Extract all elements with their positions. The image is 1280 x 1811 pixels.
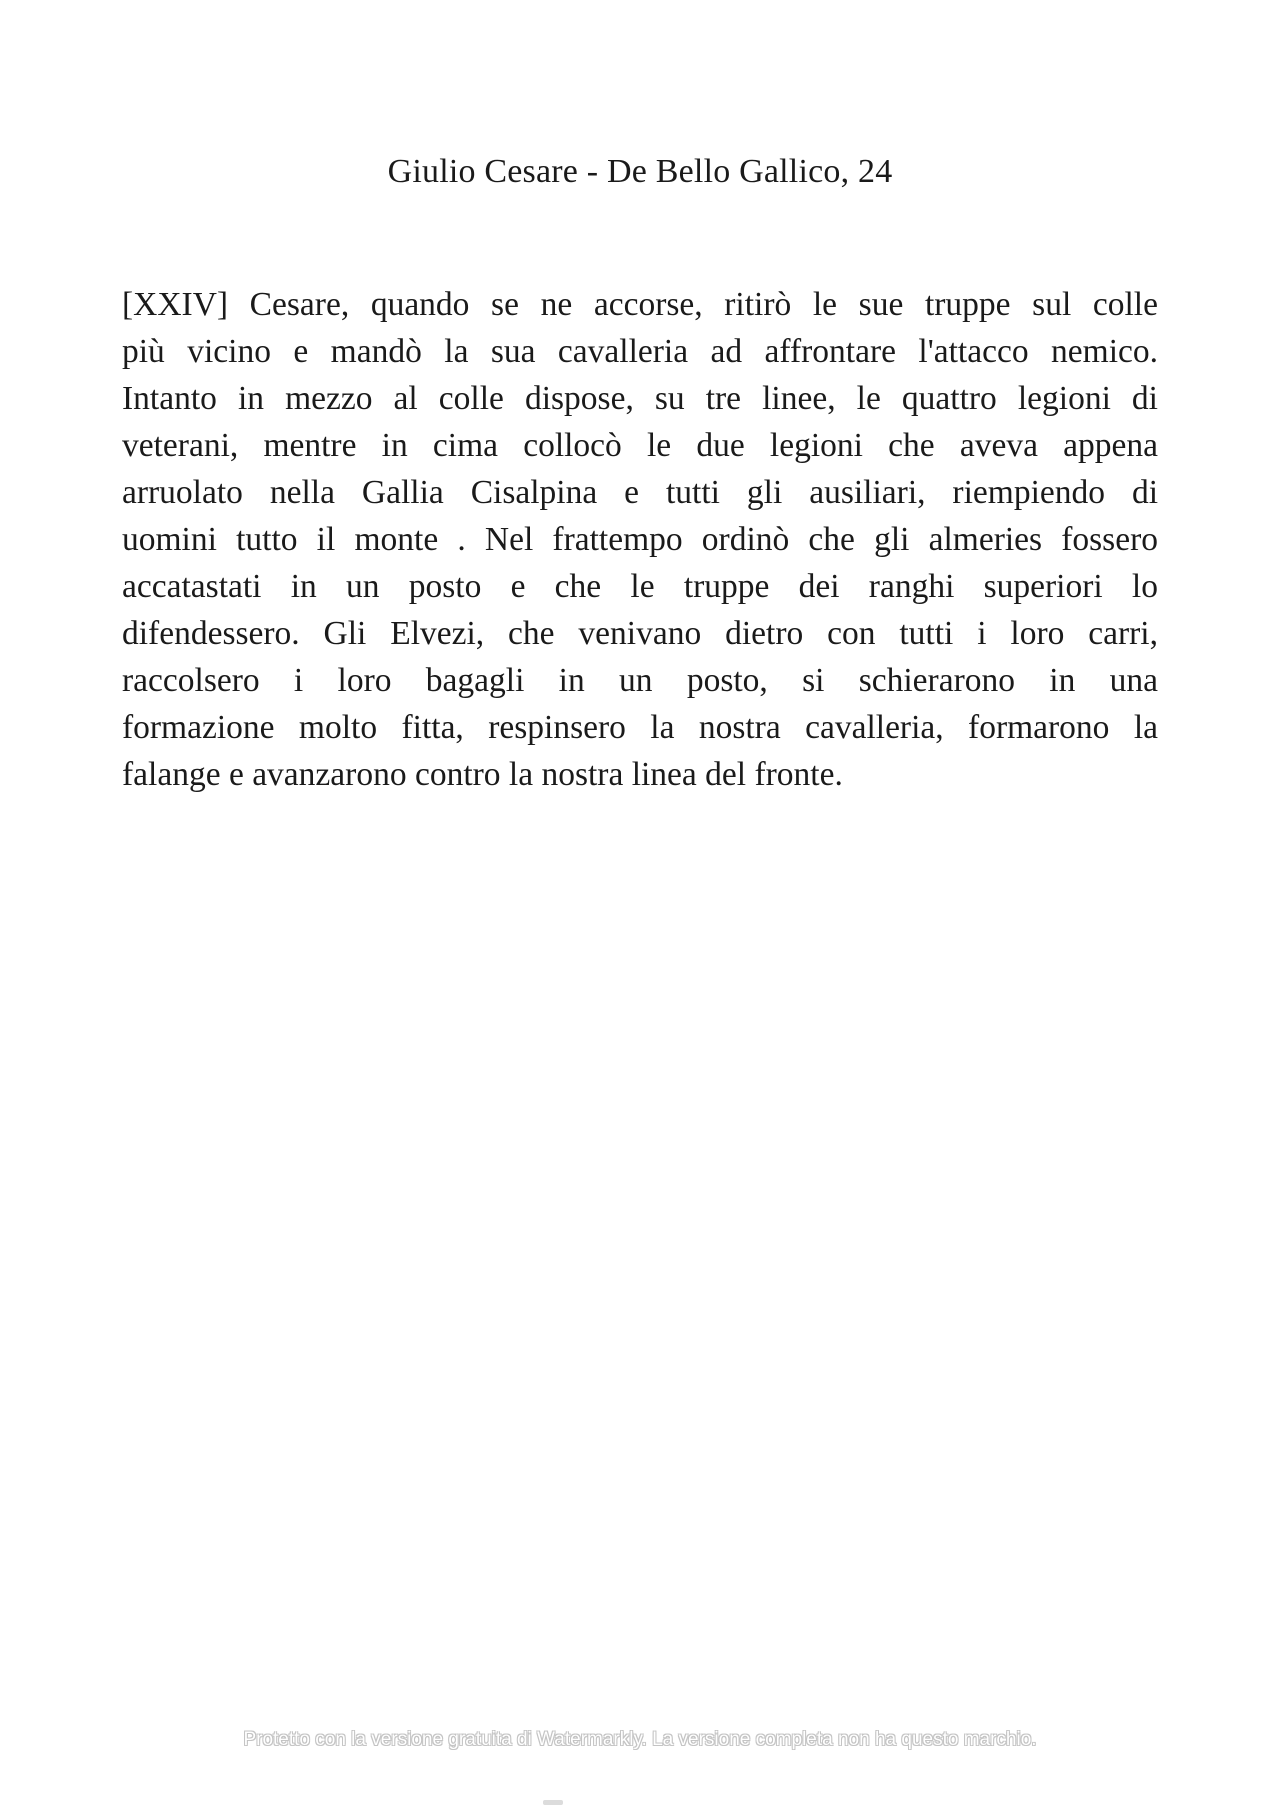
document-title: Giulio Cesare - De Bello Gallico, 24: [387, 153, 893, 190]
body-line: uomini tutto il monte . Nel frattempo ordinò che gli almeries fossero: [122, 521, 1158, 558]
watermark-logo: [543, 1800, 563, 1805]
body-line: accatastati in un posto e che le truppe dei ranghi superiori lo: [122, 568, 1158, 605]
body-line: difendessero. Gli Elvezi, che venivano dietro con tutti i loro carri,: [122, 615, 1158, 652]
document-body: [122, 281, 1158, 798]
body-line: [XXIV] Cesare, quando se ne accorse, ritirò le sue truppe sul colle: [122, 286, 1158, 323]
body-line: più vicino e mandò la sua cavalleria ad affrontare l'attacco nemico.: [122, 333, 1158, 370]
body-line: Intanto in mezzo al colle dispose, su tre linee, le quattro legioni di: [122, 380, 1158, 417]
body-line: formazione molto fitta, respinsero la nostra cavalleria, formarono la: [122, 709, 1158, 746]
body-line: arruolato nella Gallia Cisalpina e tutti gli ausiliari, riempiendo di: [122, 474, 1158, 511]
body-line: falange e avanzarono contro la nostra linea del fronte.: [122, 756, 843, 793]
body-line: raccolsero i loro bagagli in un posto, si schierarono in una: [122, 662, 1158, 699]
body-line: veterani, mentre in cima collocò le due legioni che aveva appena: [122, 427, 1158, 464]
watermark-text: Protetto con la versione gratuita di Watermarkly. La versione completa non ha questo marchio.: [243, 1729, 1037, 1750]
